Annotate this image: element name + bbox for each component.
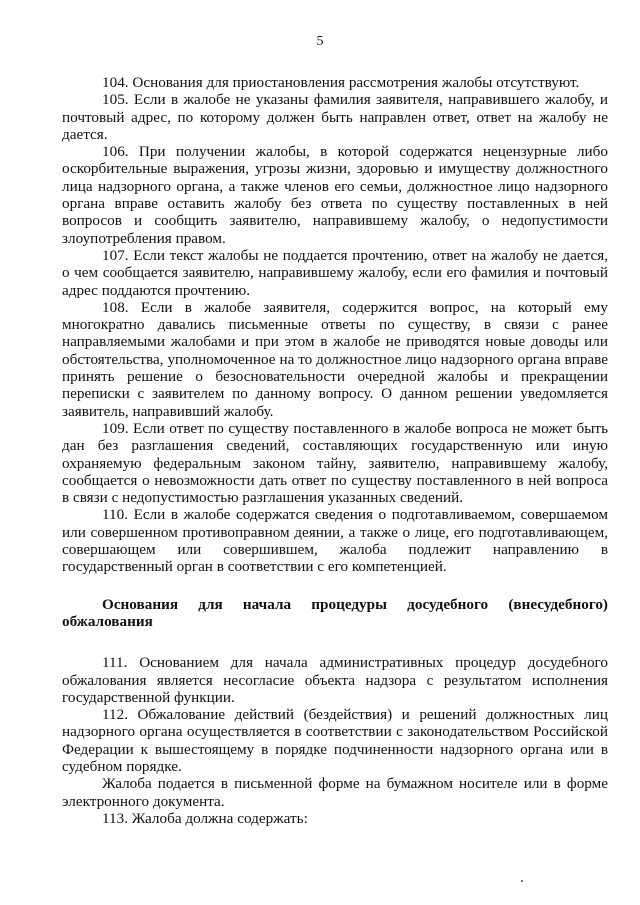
paragraph-113: 113. Жалоба должна содержать: — [102, 809, 308, 827]
section-spacer-bottom — [62, 630, 608, 654]
paragraph-107: 107. Если текст жалобы не поддается прочтению, ответ на жалобу не дается, о чем сообщается заявителю, направившему жалобу, если его фамилия и почтовый адрес поддаются прочтению. — [62, 246, 608, 299]
paragraph-109: 109. Если ответ по существу поставленного в жалобе вопроса не может быть дан без разглашения сведений, составляющих государственную или иную охраняемую федеральным законом тайну, заявителю, направившему жалобу, сообщается о невозможности дать ответ по существу поставленного в ней вопроса в связи с недопустимостью разглашения указанных сведений. — [62, 419, 608, 507]
paragraph-105: 105. Если в жалобе не указаны фамилия заявителя, направившего жалобу, и почтовый адрес, по которому должен быть направлен ответ, ответ на жалобу не дается. — [62, 91, 608, 143]
paragraph-111: 111. Основанием для начала административных процедур досудебного обжалования является несогласие объекта надзора с результатом исполнения государственной функции. — [62, 654, 608, 706]
paragraph-104: 104. Основания для приостановления рассмотрения жалобы отсутствуют. — [102, 74, 580, 91]
scan-speck — [521, 880, 523, 882]
paragraph-106: 106. При получении жалобы, в которой содержатся нецензурные либо оскорбительные выражения, угрозы жизни, здоровью и имуществу должностного лица надзорного органа, а также членов его семьи, должностное лицо надзорного органа вправе оставить жалобу без ответа по существу поставленных в ней вопросов и сообщить заявителю, направившему жалобу, о недопустимости злоупотребления правом. — [62, 143, 608, 247]
page-number: 5 — [316, 34, 324, 49]
document-body — [62, 74, 608, 827]
section-heading: Основания для начала процедуры досудебного (внесудебного) обжалования — [62, 595, 608, 630]
paragraph-110: 110. Если в жалобе содержатся сведения о подготавливаемом, совершаемом или совершенном противоправном деянии, а также о лице, его подготавливающем, совершающем или совершившем, жалоба подлежит направлению в государственный орган в соответствии с его компетенцией. — [62, 506, 608, 576]
paragraph-112: 112. Обжалование действий (бездействия) и решений должностных лиц надзорного органа осуществляется в соответствии с законодательством Российской Федерации к вышестоящему в порядке подчиненности надзорного органа или в судебном порядке. — [62, 706, 608, 775]
paragraph-complaint-form: Жалоба подается в письменной форме на бумажном носителе или в форме электронного документа. — [62, 775, 608, 810]
section-spacer-top — [62, 576, 608, 596]
paragraph-108: 108. Если в жалобе заявителя, содержится вопрос, на который ему многократно давались письменные ответы по существу, в связи с ранее направляемыми жалобами и при этом в жалобе не приводятся новые доводы или обстоятельства, уполномоченное на то должностное лицо надзорного органа вправе принять решение о безосновательности очередной жалобы и прекращении переписки с заявителем по данному вопросу. О данном решении уведомляется заявитель, направивший жалобу. — [62, 298, 608, 420]
